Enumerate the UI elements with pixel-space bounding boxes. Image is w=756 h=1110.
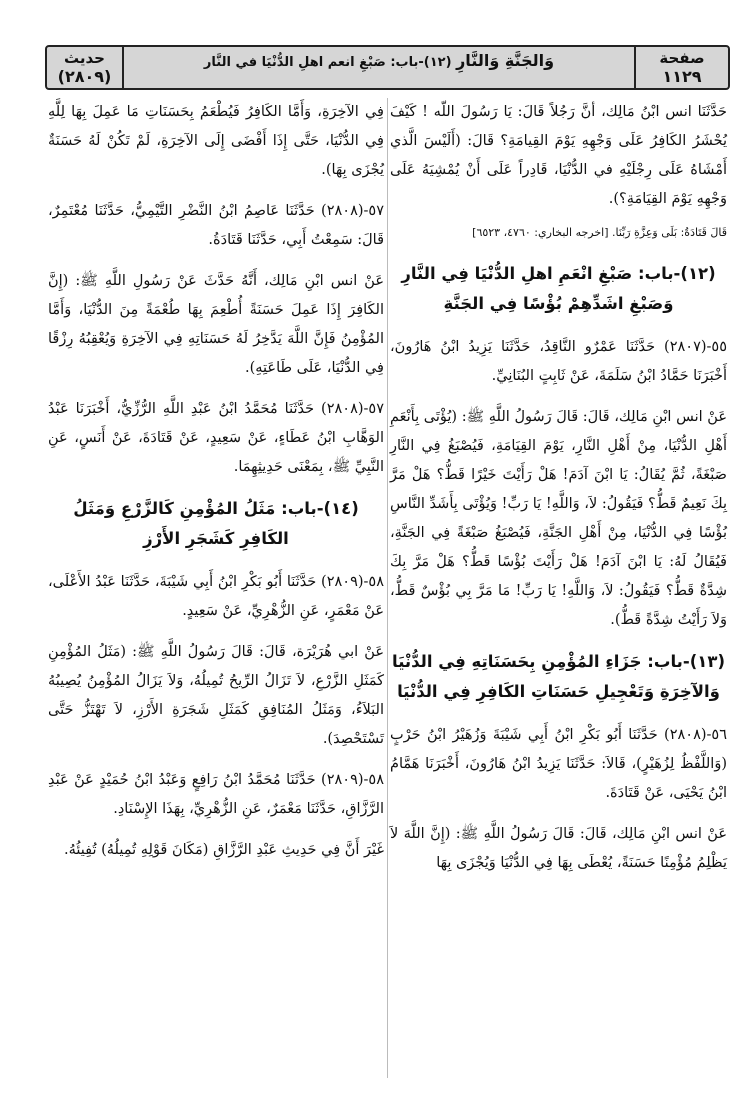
isnad-57: ٥٧-(٢٨٠٨) حَدَّثَنَا عَاصِمُ ابْنُ النَّضْرِ التَّيْمِيُّ، حَدَّثَنَا مُعْتَمِرٌ، قَالَ: سَمِعْتُ أَبِي، حَدَّثَنَا قَتَادَةُ. (48, 203, 384, 248)
chapter-heading-14: (١٤)-باب: مَثَلُ المُؤْمِنِ كَالزَّرْعِ وَمَثَلُ الكَافِرِ كَشَجَرِ الأَرْزِ (73, 499, 359, 548)
book-title: وَالجَنَّةِ وَالنَّارِ (456, 51, 555, 70)
column-divider (387, 98, 388, 1078)
page-number-box (634, 47, 728, 88)
hadith-text: عَنْ ابي هُرَيْرَة، قَالَ: قَالَ رَسُولُ اللَّهِ ﷺ: (مَثَلُ المُؤْمِنِ كَمَثَلِ الزَّرْعِ، لاَ تَزَالُ الرِّيحُ تُمِيلُهُ، وَلاَ يَزَالُ المُؤْمِنُ يُصِيبُهُ البَلاَءُ، وَمَثَلُ المُنَافِقِ كَمَثَلِ شَجَرَةِ الأَرْزِ، لاَ تَهْتَزُّ حَتَّى تَسْتَحْصِدَ). (48, 644, 384, 747)
page-header (45, 45, 730, 90)
isnad-58-alt: ٥٨-(٢٨٠٩) حَدَّثَنَا مُحَمَّدُ ابْنُ رَافِعٍ وَعَبْدُ ابْنُ حُمَيْدٍ عَنْ عَبْدِ الرَّزَّاقِ، حَدَّثَنَا مَعْمَرٌ، عَنِ الزُّهْرِيِّ، بِهَذَا الإِسْنَادِ. (48, 772, 384, 817)
hadith-range: (٢٨٠٩) (57, 67, 112, 86)
chapter-heading-12: (١٢)-باب: صَبْغِ انْعَمِ اهلِ الدُّنْيَا فِي النَّارِ وَصَبْغِ اشَدِّهِمْ بُؤْسًا فِي الجَنَّةِ (401, 264, 716, 313)
page-number: ١١٢٩ (662, 67, 702, 86)
right-column (390, 98, 727, 890)
isnad-57-alt: ٥٧-(٢٨٠٨) حَدَّثَنَا مُحَمَّدُ ابْنُ عَبْدِ اللَّهِ الرُّزِّيُّ، أَخْبَرَنَا عَبْدُ الوَهَّابِ ابْنُ عَطَاءٍ، عَنْ سَعِيدٍ، عَنْ قَتَادَةَ، عَنْ أَنَسٍ، عَنِ النَّبِيِّ ﷺ، بِمَعْنَى حَدِيثِهِمَا. (48, 401, 384, 475)
running-title (122, 47, 636, 88)
hadith-text: عَنْ انس ابْنِ مَالِك، قَالَ: قَالَ رَسُولُ اللَّهِ ﷺ: (يُؤْتَى بِأَنْعَمِ أَهْلِ الدُّنْيَا، مِنْ أَهْلِ النَّارِ، يَوْمَ القِيَامَةِ، فَيُصْبَغُ فِي النَّارِ صَبْغَةً، ثُمَّ يُقَالُ: يَا ابْنَ آدَمَ! هَلْ رَأَيْتَ خَيْرًا قَطُّ؟ هَلْ مَرَّ بِكَ نَعِيمٌ قَطُّ؟ فَيَقُولُ: لاَ، وَاللَّهِ! يَا رَبِّ! وَيُؤْتَى بِأَشَدِّ النَّاسِ بُؤْسًا فِي الدُّنْيَا، مِنْ أَهْلِ الجَنَّةِ، فَيُصْبَغُ صَبْغَةً فِي الجَنَّةِ، فَيُقَالُ لَهُ: يَا ابْنَ آدَمَ! هَلْ رَأَيْتَ بُؤْسًا قَطُّ؟ هَلْ مَرَّ بِكَ شِدَّةٌ قَطُّ؟ فَيَقُولُ: لاَ، وَاللَّهِ! يَا رَبِّ! مَا مَرَّ بِي بُؤْسٌ قَطُّ، وَلاَ رَأَيْتُ شِدَّةً قَطُّ). (390, 409, 727, 628)
takhrij-reference: قَالَ قَتَادَةُ: بَلَى وَعِزَّةِ رَبِّنَا. [اخرجه البخاري: ٤٧٦٠، ٦٥٢٣] (472, 226, 727, 239)
chapter-heading-13: (١٣)-باب: جَزَاءِ المُؤْمِنِ بِحَسَنَاتِهِ فِي الدُّنْيَا وَالآخِرَةِ وَتَعْجِيلِ حَسَنَاتِ الكَافِرِ فِي الدُّنْيَا (392, 652, 725, 701)
hadith-number-box (47, 47, 124, 88)
hadith-text: عَنْ انس ابْنِ مَالِك، قَالَ: قَالَ رَسُولُ اللَّهِ ﷺ: (إِنَّ اللَّهَ لاَ يَظْلِمُ مُؤْمِنًا حَسَنَةً، يُعْطَى بِهَا فِي الدُّنْيَا وَيُجْزَى بِهَا (390, 826, 727, 871)
isnad-58: ٥٨-(٢٨٠٩) حَدَّثَنَا أَبُو بَكْرِ ابْنُ أَبِي شَيْبَةَ، حَدَّثَنَا عَبْدُ الأَعْلَى، عَنْ مَعْمَرٍ، عَنِ الزُّهْرِيِّ، عَنْ سَعِيدٍ. (48, 574, 384, 619)
hadith-text: عَنْ انس ابْنِ مَالِك، أَنَّهُ حَدَّثَ عَنْ رَسُولِ اللَّهِ ﷺ: (إِنَّ الكَافِرَ إِذَا عَمِلَ حَسَنَةً أُطْعِمَ بِهَا طُعْمَةً مِنَ الدُّنْيَا، وَأَمَّا المُؤْمِنُ فَإِنَّ اللَّهَ يَدَّخِرُ لَهُ حَسَنَاتِهِ فِي الآخِرَةِ وَيُعْقِبُهُ رِزْقًا فِي الدُّنْيَا، عَلَى طَاعَتِهِ). (48, 273, 384, 376)
page-label: صفحة (659, 49, 705, 67)
isnad-56: ٥٦-(٢٨٠٨) حَدَّثَنَا أَبُو بَكْرِ ابْنُ أَبِي شَيْبَةَ وَزُهَيْرُ ابْنُ حَرْبٍ (وَاللَّفْظُ لِزُهَيْرٍ)، قَالاَ: حَدَّثَنَا يَزِيدُ ابْنُ هَارُونَ، أَخْبَرَنَا هَمَّامُ ابْنُ يَحْيَى، عَنْ قَتَادَةَ. (390, 727, 727, 801)
variant-note: غَيْرَ أَنَّ فِي حَدِيثِ عَبْدِ الرَّزَّاقِ (مَكَانَ قَوْلِهِ تُمِيلُهُ) تُفِيئُهُ. (64, 842, 384, 858)
hadith-text: فِي الآخِرَةِ، وَأَمَّا الكَافِرُ فَيُطْعَمُ بِحَسَنَاتِ مَا عَمِلَ بِهَا لِلَّهِ فِي الدُّنْيَا، حَتَّى إِذَا أَفْضَى إِلَى الآخِرَةِ، لَمْ تَكُنْ لَهُ حَسَنَةٌ يُجْزَى بِهَا). (48, 104, 384, 178)
hadith-text: حَدَّثَنَا انس ابْنُ مَالِك، أنَّ رَجُلاً قَالَ: يَا رَسُولَ اللّه ! كَيْفَ يُحْشَرُ الكَافِرُ عَلَى وَجْهِهِ يَوْمَ القِيامَةِ؟ قَالَ: (أَلَيْسَ الَّذي أَمْشَاهُ عَلَى رِجْلَيْهِ في الدُّنْيَا، قَادِراً عَلَى أَنْ يُمْشِيَهُ عَلَى وَجْهِهِ يَوْمَ القِيَامَةِ؟). (390, 104, 727, 207)
isnad-55: ٥٥-(٢٨٠٧) حَدَّثَنَا عَمْرٌو النَّاقِدُ، حَدَّثَنَا يَزِيدُ ابْنُ هَارُونَ، أَخْبَرَنَا حَمَّادُ ابْنُ سَلَمَةَ، عَنْ ثَابِتٍ البُنَانِيِّ. (390, 339, 727, 384)
chapter-ref: (١٢)-باب: صَبْغِ انعم اهلِ الدُّنْيَا في النَّار (203, 55, 452, 70)
hadith-label: حديث (64, 49, 105, 67)
left-column (48, 98, 384, 877)
